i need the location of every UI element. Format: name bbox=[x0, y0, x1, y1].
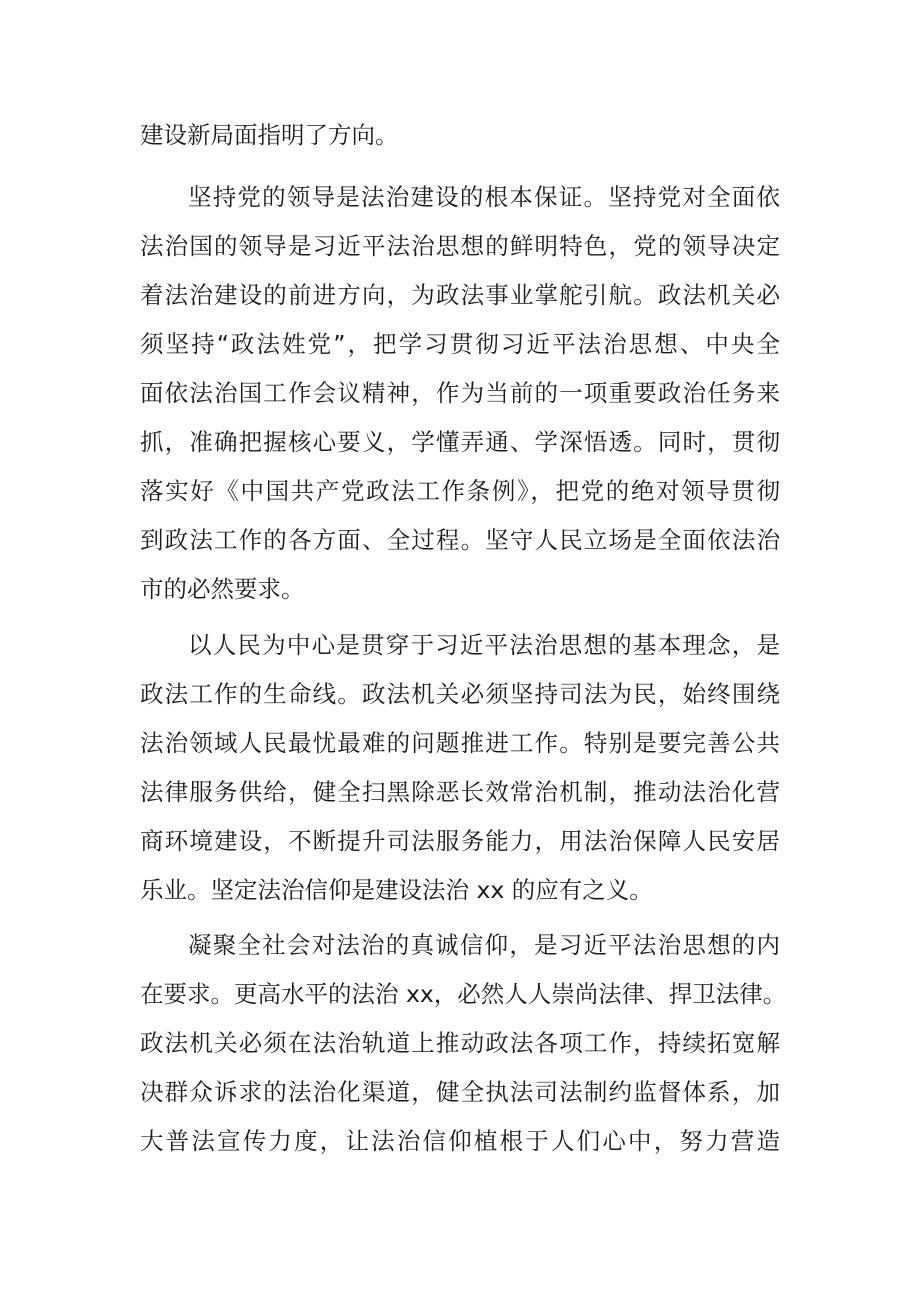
text-line: 决群众诉求的法治化渠道，健全执法司法制约监督体系，加 bbox=[140, 1078, 780, 1106]
paragraph-first-line: 以人民为中心是贯穿于习近平法治思想的基本理念，是 bbox=[188, 631, 780, 659]
text-line: 建设新局面指明了方向。 bbox=[140, 121, 399, 149]
text-line: 市的必然要求。 bbox=[140, 575, 305, 603]
text-line: 在要求。更高水平的法治 xx，必然人人崇尚法律、捍卫法律。 bbox=[140, 980, 787, 1008]
text-line: 政法工作的生命线。政法机关必须坚持司法为民，始终围绕 bbox=[140, 680, 780, 708]
text-line: 乐业。坚定法治信仰是建设法治 xx 的应有之义。 bbox=[140, 876, 653, 904]
text-line: 着法治建设的前进方向，为政法事业掌舵引航。政法机关必 bbox=[140, 281, 780, 309]
text-line: 政法机关必须在法治轨道上推动政法各项工作，持续拓宽解 bbox=[140, 1029, 780, 1057]
text-line: 须坚持“政法姓党”，把学习贯彻习近平法治思想、中央全 bbox=[140, 330, 780, 358]
paragraph-first-line: 凝聚全社会对法治的真诚信仰，是习近平法治思想的内 bbox=[188, 931, 780, 959]
text-line: 面依法治国工作会议精神，作为当前的一项重要政治任务来 bbox=[140, 379, 780, 407]
text-line: 法治国的领导是习近平法治思想的鲜明特色，党的领导决定 bbox=[140, 232, 780, 260]
text-line: 抓，准确把握核心要义，学懂弄通、学深悟透。同时，贯彻 bbox=[140, 428, 780, 456]
text-line: 法律服务供给，健全扫黑除恶长效常治机制，推动法治化营 bbox=[140, 778, 780, 806]
paragraph-first-line: 坚持党的领导是法治建设的根本保证。坚持党对全面依 bbox=[188, 183, 780, 211]
text-line: 商环境建设，不断提升司法服务能力，用法治保障人民安居 bbox=[140, 827, 780, 855]
text-line: 到政法工作的各方面、全过程。坚守人民立场是全面依法治 bbox=[140, 526, 780, 554]
text-line: 大普法宣传力度，让法治信仰植根于人们心中，努力营造 bbox=[140, 1127, 780, 1155]
text-line: 法治领域人民最忧最难的问题推进工作。特别是要完善公共 bbox=[140, 729, 780, 757]
text-line: 落实好《中国共产党政法工作条例》，把党的绝对领导贯彻 bbox=[140, 477, 780, 505]
